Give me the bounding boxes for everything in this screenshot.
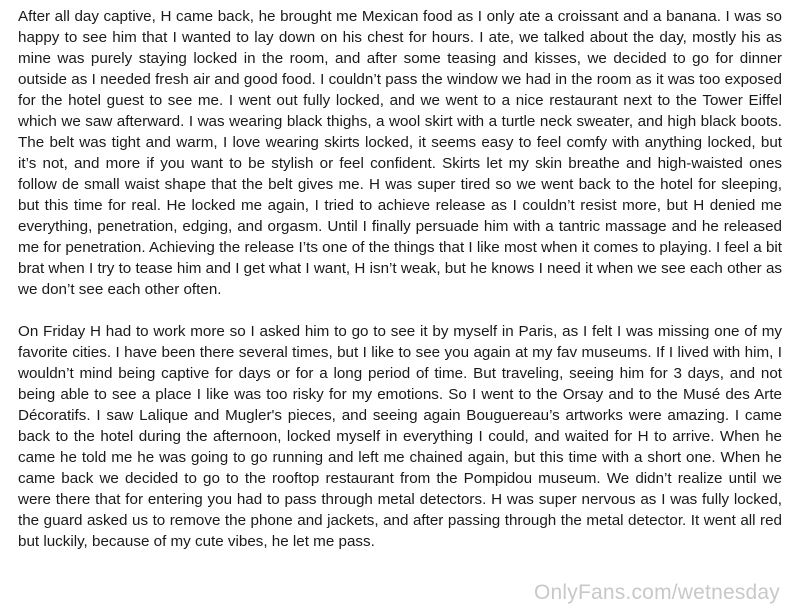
watermark-text: OnlyFans.com/wetnesday (533, 581, 780, 604)
paragraph-2: On Friday H had to work more so I asked him to go to see it by myself in Paris, as I felt I was missing one of my favorite cities. I have been there several times, but I like to see you again at my fav museums. If I lived with him, I wouldn’t mind being captive for days or for a long period of time. But traveling, seeing him for 3 days, and not being able to see a place I like was too risky for my emotions. So I went to the Orsay and to the Musé des Arte Décoratifs. I saw Lalique and Mugler's pieces, and seeing again Bouguereau’s artworks were amazing. I came back to the hotel during the afternoon, locked myself in everything I could, and waited for H to arrive. When he came he told me he was going to go running and left me chained again, but this time with a short one. When he came back we decided to go to the rooftop restaurant from the Pompidou museum. We didn’t realize until we were there that for entering you had to pass through metal detectors. H was super nervous as I was fully locked, the guard asked us to remove the phone and jackets, and after passing through the metal detector. It went all red but luckily, because of my cute vibes, he let me pass. (18, 323, 782, 550)
paragraph-1: After all day captive, H came back, he brought me Mexican food as I only ate a croissant and a banana. I was so happy to see him that I wanted to lay down on his chest for hours. I ate, we talked about the day, mostly his as mine was purely staying locked in the room, and after some teasing and kisses, we decided to go for dinner outside as I needed fresh air and good food. I couldn’t pass the window we had in the room as it was too exposed for the hotel guest to see me. I went out fully locked, and we went to a nice restaurant next to the Tower Eiffel which we saw afterward. I was wearing black thighs, a wool skirt with a turtle neck sweater, and high black boots. The belt was tight and warm, I love wearing skirts locked, it seems easy to feel comfy with anything locked, but it’s not, and more if you want to be stylish or feel confident. Skirts let my skin breathe and high-waisted ones follow de small waist shape that the belt gives me. H was super tired so we went back to the hotel for sleeping, but this time for real. He locked me again, I tried to achieve release as I couldn’t resist more, but H denied me everything, penetration, edging, and orgasm. Until I finally persuade him with a tantric massage and he released me for penetration. Achieving the release I’ts one of the things that I like most when it comes to playing. I feel a bit brat when I try to tease him and I get what I want, H isn’t weak, but he knows I need it when we see each other as we don’t see each other often. (18, 8, 782, 298)
document-body (18, 6, 782, 552)
